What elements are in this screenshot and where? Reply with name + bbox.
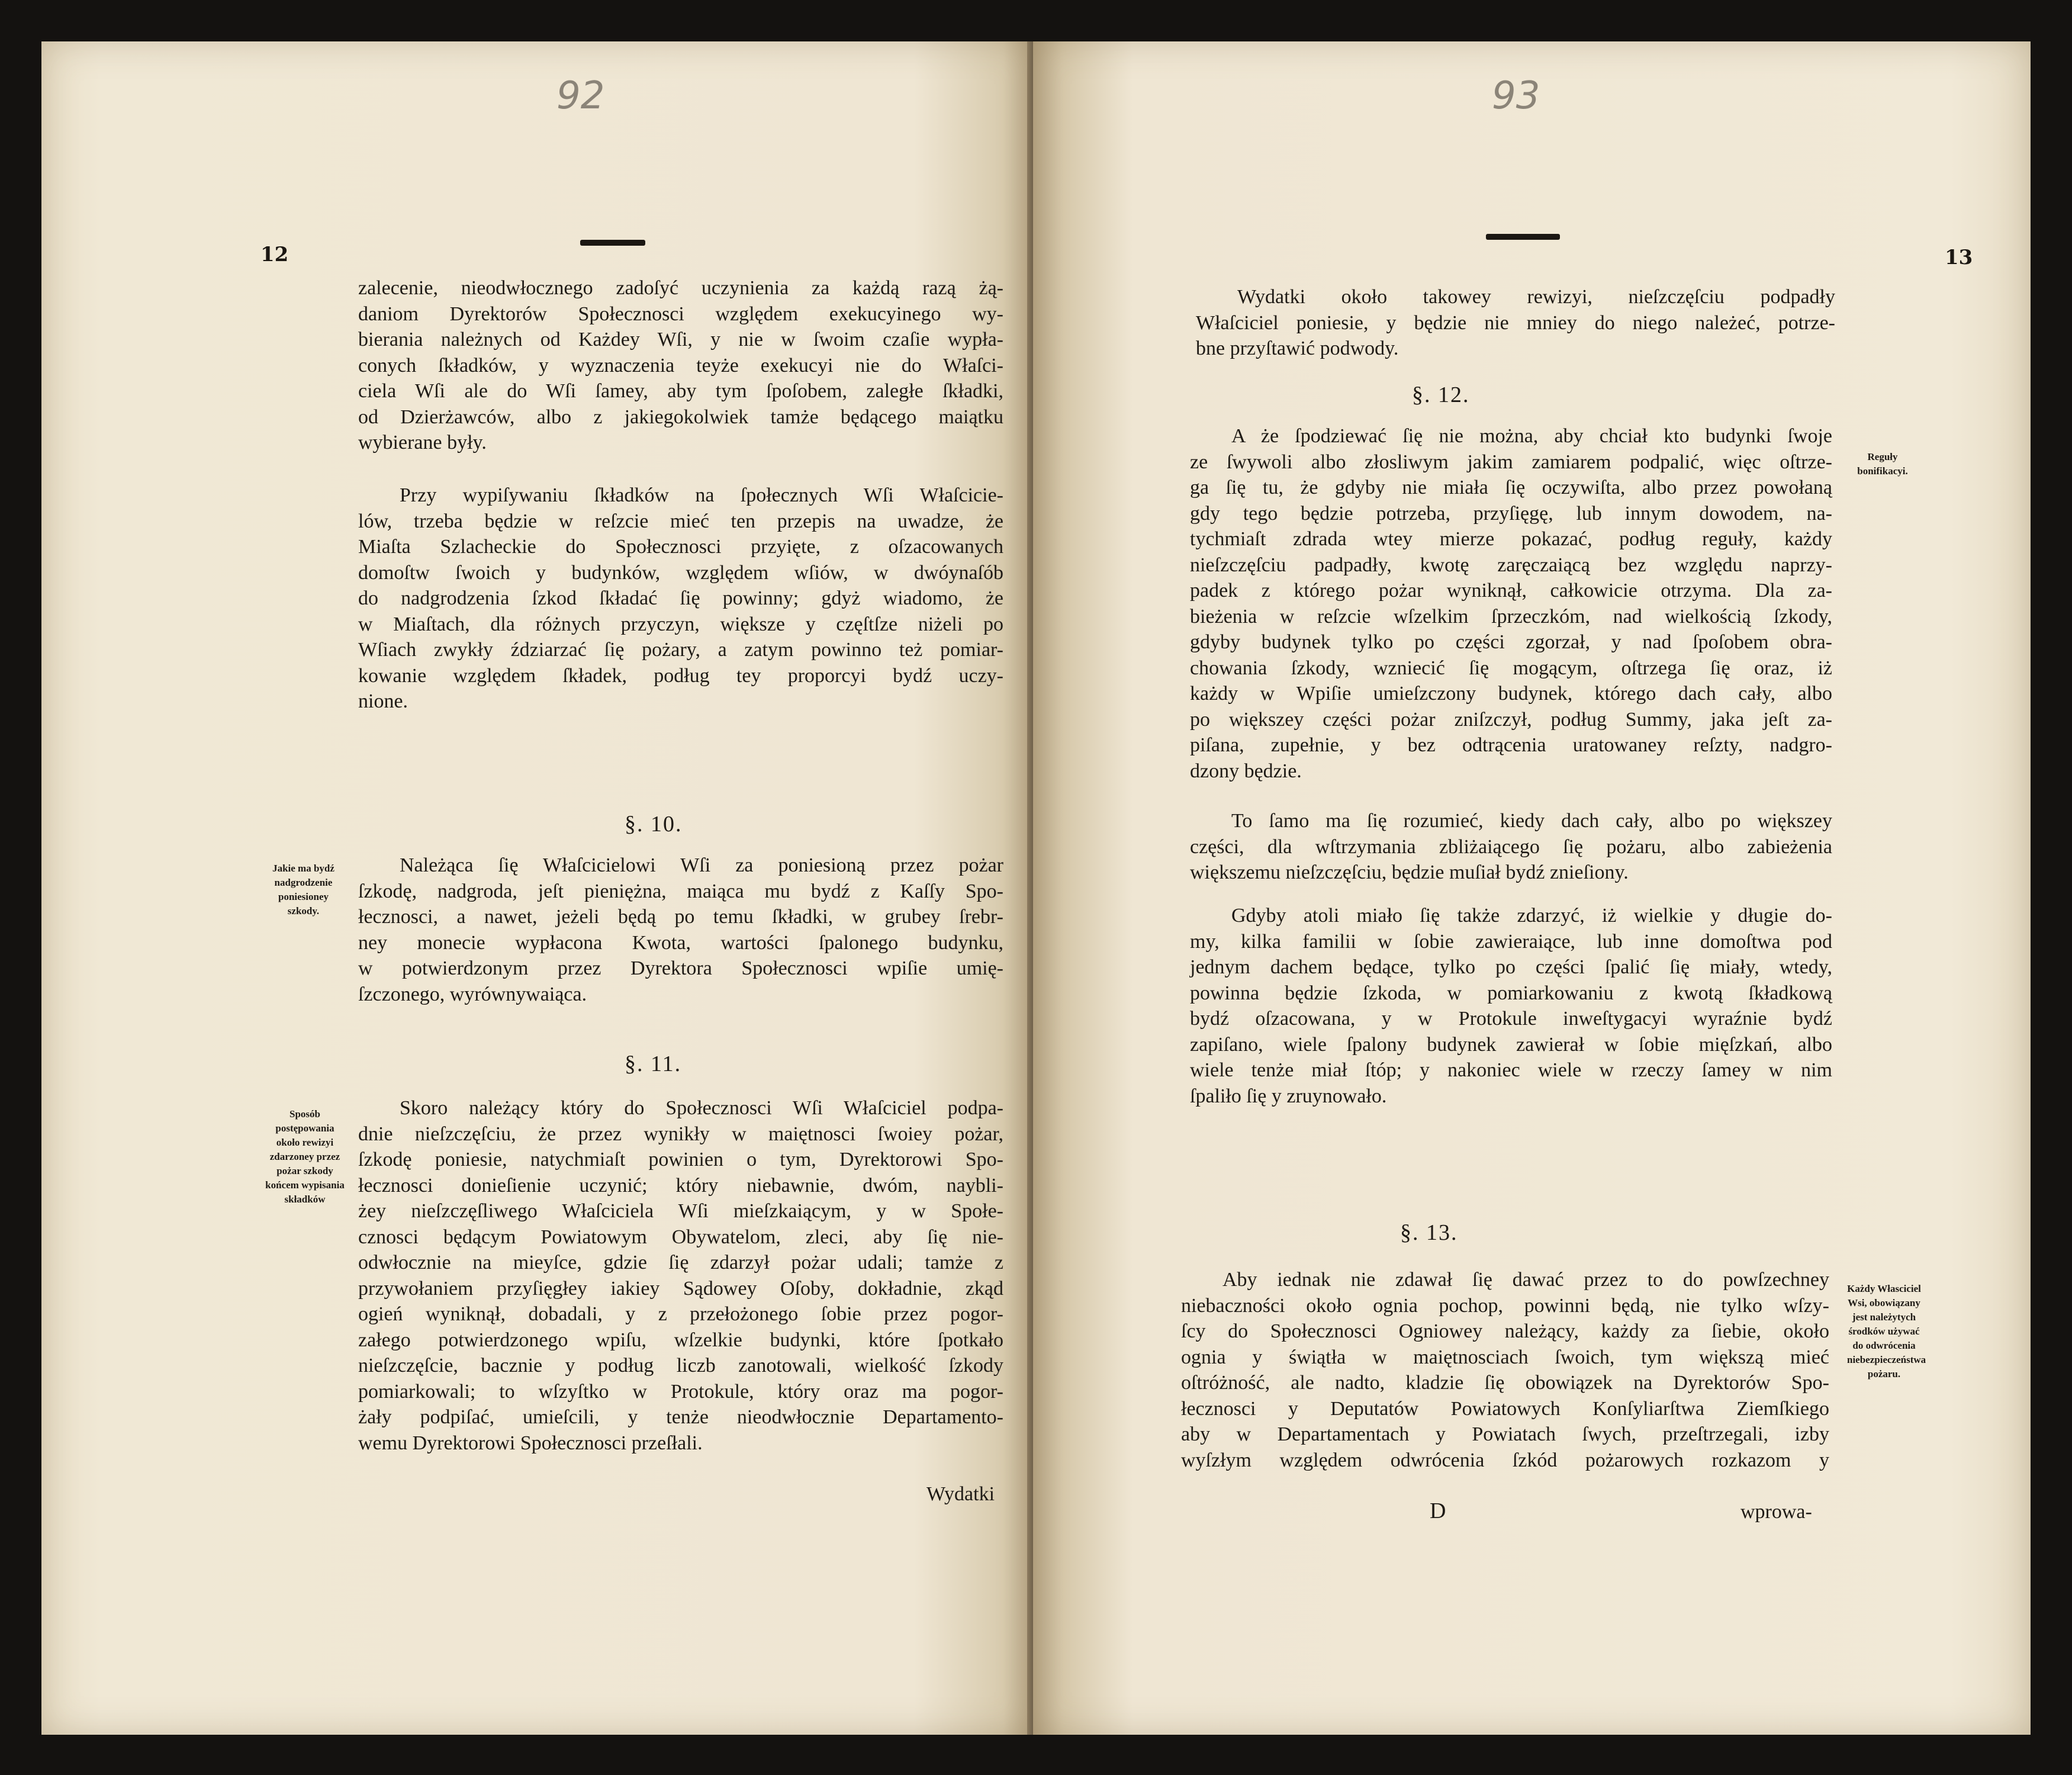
text-line: conych ſkładków, y wyznaczenia teyże exekucyi nie do Właſci- (358, 354, 1003, 377)
section-heading-11: §. 11. (625, 1052, 682, 1076)
text-line: żały podpiſać, umieſcili, y tenże nieodwłocznie Departamento- (358, 1406, 1003, 1428)
catchword: wprowa- (1740, 1501, 1812, 1523)
left-page (41, 41, 1033, 1735)
text-line: pomiarkowali; to wſzyſtko w Protokule, który oraz ma pogor- (358, 1380, 1003, 1403)
text-line: powinna będzie ſzkoda, w pomiarkowaniu z kwotą ſkładkową (1190, 982, 1832, 1004)
text-line: nione. (358, 690, 408, 712)
text-line: wyſzłym względem odwrócenia ſzkód pożarowych rozkazom y (1181, 1449, 1829, 1471)
pencil-page-number: 92 (556, 74, 605, 118)
margin-note-11: Sposób postępowania około rewizyi zdarzoney przez pożar szkody końcem wypisania składków (265, 1108, 345, 1205)
text-line: my, kilka familii w ſobie zawieraiące, lub inne domoſtwa pod (1190, 930, 1832, 953)
text-line: Przy wypiſywaniu ſkładków na ſpołecznych Wſi Właſcicie- (400, 484, 1003, 506)
paragraph-11 (358, 1095, 1003, 1456)
text-line: żey nieſzczęſliwego Właſciciela Wſi mieſzkaiącym, y w Społe- (358, 1200, 1003, 1222)
text-line: nieſzczęſciu padpadły, kwotę zaręczaiącą bez względu naprzy- (1190, 554, 1832, 576)
section-heading-10: §. 10. (625, 812, 683, 837)
text-line: łecznosci, a nawet, jeżeli będą po temu ſkładki, w grubey ſrebr- (358, 906, 1003, 928)
text-line: ciela Wſi ale do Wſi ſamey, aby tym ſpoſobem, zaległe ſkładki, (358, 380, 1003, 402)
text-line: łecznosci donieſienie uczynić; który niebawnie, dwóm, naybli- (358, 1174, 1003, 1197)
text-line: bydź oſzacowana, y w Protokule inweſtygacyi wyraźnie bydź (1190, 1008, 1832, 1030)
text-line: ney monecie wypłacona Kwota, wartości ſpalonego budynku, (358, 931, 1003, 954)
paragraph-12c (1190, 903, 1832, 1109)
text-line: wiele tenże miał ſtóp; y nakoniec wiele w rzeczy ſamey w nim (1190, 1059, 1832, 1081)
margin-note-12: Reguły bonifikacyi. (1857, 451, 1908, 477)
text-line: oſtróżność, ale nadto, kladzie ſię obowiązek na Dyrektorów Spo- (1181, 1372, 1829, 1394)
pencil-page-number: 93 (1492, 74, 1540, 118)
text-line: ſcy do Społecznosci Ogniowey należący, każdy za ſiebie, około (1181, 1320, 1829, 1342)
text-line: w potwierdzonym przez Dyrektora Społecznosci wpiſie umię- (358, 957, 1003, 979)
text-line: Skoro należący który do Społecznosci Wſi Właſciciel podpa- (400, 1097, 1003, 1119)
paragraph-12a (1190, 423, 1832, 784)
text-line: Gdyby atoli miało ſię także zdarzyć, iż wielkie y długie do- (1231, 905, 1832, 927)
text-line: bne przyſtawić podwody. (1196, 337, 1399, 359)
text-line: Wydatki około takowey rewizyi, nieſzczęſciu podpadły (1237, 286, 1835, 308)
text-line: ognia y świątła w maiętnosciach ſwoich, tym większą mieć (1181, 1346, 1829, 1368)
text-line: niebaczności około ognia pochop, powinni będą, nie tylko wſzy- (1181, 1294, 1829, 1317)
text-line: bierania należnych od Każdey Wſi, y nie w ſwoim czaſie wypła- (358, 329, 1003, 351)
text-line: To ſamo ma ſię rozumieć, kiedy dach cały, albo po większey (1231, 810, 1832, 832)
text-line: padek z którego pożar wyniknął, całkowicie otrzyma. Dla za- (1190, 580, 1832, 602)
text-line: gdy tego będzie potrzeba, przyſięgę, lub innym dowodem, na- (1190, 502, 1832, 525)
text-line: zalecenie, nieodwłocznego zadoſyć uczynienia za każdą razą żą- (358, 277, 1003, 299)
text-line: domoſtw ſwoich y budynków, względem wſiów, w dwóynaſób (358, 561, 1003, 584)
right-page (1033, 41, 2031, 1735)
text-line: cznosci będącym Powiatowym Obywatelom, zleci, aby ſię nie- (358, 1226, 1003, 1248)
paragraph-10 (358, 853, 1003, 1007)
text-line: nieſzczęſcie, bacznie y podług liczb zanotowali, wielkość ſzkody (358, 1355, 1003, 1377)
text-line: łecznosci y Deputatów Powiatowych Konſyliarſtwa Ziemſkiego (1181, 1397, 1829, 1420)
text-line: ſzkodę, nadgroda, jeſt pieniężna, maiąca mu bydź z Kaſſy Spo- (358, 880, 1003, 902)
text-line: załego potwierdzonego wpiſu, wſzelkie budynki, które ſpotkało (358, 1329, 1003, 1351)
paragraph-12b (1190, 808, 1832, 886)
book-spread (41, 41, 2031, 1735)
paragraph-continuation (358, 275, 1003, 456)
text-line: A że ſpodziewać ſię nie można, aby chciał kto budynki ſwoje (1231, 425, 1832, 447)
paragraph-skladki (358, 483, 1003, 715)
text-line: Aby iednak nie zdawał ſię dawać przez to do powſzechney (1222, 1269, 1829, 1291)
text-line: ſzkodę poniesie, natychmiaſt powinien o tym, Dyrektorowi Spo- (358, 1149, 1003, 1171)
text-line: przywołaniem przyſięgłey iakiey Sądowey Oſoby, dokładnie, zkąd (358, 1277, 1003, 1300)
text-line: Wſiach zwykły ździarzać ſię pożary, a zatym powinno też pomiar- (358, 639, 1003, 661)
text-line: zapiſano, wiele ſpalony budynek zawierał w ſobie mięſzkań, albo (1190, 1033, 1832, 1056)
text-line: chowania ſzkody, wzniecić ſię mogącym, oſtrzega ſię oraz, iż (1190, 657, 1832, 679)
catchword: Wydatki (926, 1483, 995, 1505)
text-line: bieżenia w reſzcie wſzelkim ſprzeczkóm, nad wielkością ſzkody, (1190, 605, 1832, 628)
text-line: ogień wyniknął, dobadali, y z przełożonego ſobie przez pogor- (358, 1303, 1003, 1325)
folio-number: 13 (1945, 246, 1973, 269)
paragraph-13 (1181, 1267, 1829, 1473)
text-line: kowanie względem ſkładek, podług tey proporcyi bydź uczy- (358, 664, 1003, 687)
text-line: ſpaliło ſię y zruynowało. (1190, 1085, 1387, 1107)
text-line: Właſciciel poniesie, y będzie nie mniey do niego należeć, potrze- (1196, 311, 1835, 334)
text-line: Należąca ſię Właſcicielowi Wſi za poniesioną przez pożar (400, 854, 1003, 876)
text-line: wemu Dyrektorowi Społecznosci przeſłali. (358, 1432, 703, 1454)
text-line: w Miaſtach, dla różnych przyczyn, większe y częſtſze niżeli po (358, 613, 1003, 635)
text-line: daniom Dyrektorów Społecznosci względem exekucyinego wy- (358, 303, 1003, 325)
text-line: części, dla wſtrzymania zbliżaiącego ſię pożaru, albo zabieżenia (1190, 835, 1832, 858)
text-line: ze ſwywoli albo złosliwym jakim zamiarem podpalić, więc oſtrze- (1190, 451, 1832, 473)
text-line: dzony będzie. (1190, 760, 1302, 782)
text-line: lów, trzeba będzie w reſzcie mieć ten przepis na uwadze, że (358, 510, 1003, 532)
text-line: od Dzierżawców, albo z jakiegokolwiek tamże będącego maiątku (358, 406, 1003, 428)
text-line: piſana, zupełnie, y bez odtrącenia uratowaney reſzty, nadgro- (1190, 734, 1832, 756)
text-line: tychmiaſt zdrada wtey mierze pokazać, podług reguły, każdy (1190, 528, 1832, 550)
text-line: większemu nieſzczęſciu, będzie muſiał bydź znieſiony. (1190, 861, 1629, 883)
header-rule (1486, 234, 1560, 240)
text-line: jednym dachem będące, tylko po części ſpalić ſię miały, wtedy, (1190, 956, 1832, 978)
text-line: ga ſię tu, że gdyby nie miała ſię oczywiſta, albo przez powołaną (1190, 477, 1832, 499)
folio-number: 12 (260, 243, 289, 266)
text-line: dnie nieſzczęſciu, że przez wynikły w maiętnosci ſwoiey pożar, (358, 1123, 1003, 1145)
text-line: ſzczonego, wyrównywaiąca. (358, 983, 587, 1005)
section-heading-12: §. 12. (1412, 382, 1470, 407)
section-heading-13: §. 13. (1400, 1220, 1458, 1245)
paragraph-wydatki (1196, 284, 1835, 362)
signature-mark: D (1430, 1499, 1446, 1523)
text-line: każdy w Wpiſie umieſzczony budynek, którego dach cały, albo (1190, 683, 1832, 705)
text-line: odwłocznie na mieyſce, gdzie ſię zdarzył pożar udali; tamże z (358, 1252, 1003, 1274)
text-line: wybierane były. (358, 432, 487, 454)
text-line: gdyby budynek tylko po części zgorzał, y nad ſpoſobem obra- (1190, 631, 1832, 653)
text-line: aby w Departamentach y Powiatach ſwych, przeſtrzegali, izby (1181, 1423, 1829, 1445)
margin-note-10: Jakie ma bydź nadgrodzenie poniesioney szkody. (272, 863, 334, 917)
text-line: po większey części pożar zniſzczył, podług Summy, jaka jeſt za- (1190, 708, 1832, 731)
header-rule (580, 240, 645, 246)
text-line: do nadgrodzenia ſzkod ſkładać ſię powinny; gdyż wiadomo, że (358, 587, 1003, 609)
margin-note-13: Każdy Własciciel Wsi, obowiązany jest należytych środków używać do odwrócenia niebezpieczeństwa pożaru. (1847, 1283, 1926, 1380)
text-line: Miaſta Szlacheckie do Społecznosci przyięte, z oſzacowanych (358, 536, 1003, 558)
